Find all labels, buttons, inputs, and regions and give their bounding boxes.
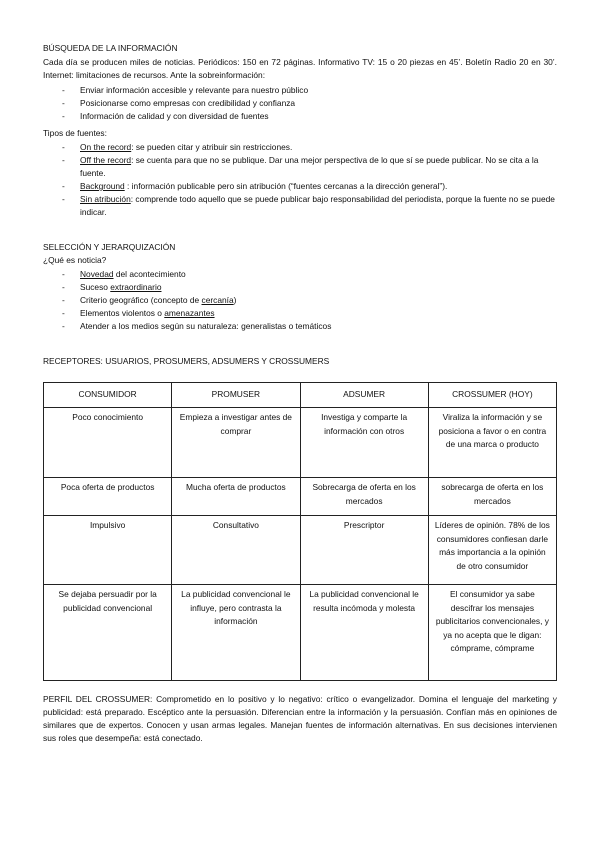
table-cell: Líderes de opinión. 78% de los consumidores confiesan darle más importancia a la opinión de otro consumidor (428, 516, 556, 585)
busqueda-intro: Cada día se producen miles de noticias. Periódicos: 150 en 72 páginas. Informativo TV: 15 o 20 piezas en 45’. Boletín Radio 20 en 30’. Internet: limitaciones de recursos. Ante la sobreinformación: (43, 57, 557, 80)
column-header: PROMUSER (172, 383, 300, 408)
list-item (43, 193, 557, 219)
table-row (44, 408, 557, 478)
list-item (43, 154, 557, 180)
table-cell: Impulsivo (44, 516, 172, 585)
table-cell: Consultativo (172, 516, 300, 585)
section-title-busqueda: BÚSQUEDA DE LA INFORMACIÓN (43, 43, 178, 53)
source-desc: información publicable pero sin atribución (“fuentes cercanas a la dirección general”). (129, 181, 448, 191)
list-item: - Enviar información accesible y relevante para nuestro público (43, 84, 557, 97)
receptores-table (43, 382, 557, 681)
table-header-row (44, 383, 557, 408)
table-cell: sobrecarga de oferta en los mercados (428, 478, 556, 516)
section-title-seleccion: SELECCIÓN Y JERARQUIZACIÓN (43, 242, 176, 252)
list-item: - Posicionarse como empresas con credibilidad y confianza (43, 97, 557, 110)
source-term: On the record (80, 142, 132, 152)
column-header: CONSUMIDOR (44, 383, 172, 408)
table-cell: Sobrecarga de oferta en los mercados (300, 478, 428, 516)
table-cell: Poco conocimiento (44, 408, 172, 478)
news-criteria-list (43, 268, 557, 333)
list-item: - Criterio geográfico (concepto de cercanía) (43, 294, 557, 307)
list-item: - Suceso extraordinario (43, 281, 557, 294)
table-cell: Empieza a investigar antes de comprar (172, 408, 300, 478)
section-title-receptores: RECEPTORES: USUARIOS, PROSUMERS, ADSUMERS Y CROSSUMERS (43, 356, 330, 366)
table-row (44, 585, 557, 681)
table-row (44, 516, 557, 585)
table-cell: Se dejaba persuadir por la publicidad convencional (44, 585, 172, 681)
sources-label: Tipos de fuentes: (43, 128, 107, 138)
source-sep: : (124, 181, 130, 191)
table-cell: Poca oferta de productos (44, 478, 172, 516)
question-label: ¿Qué es noticia? (43, 255, 107, 265)
source-desc: se pueden citar y atribuir sin restricciones. (133, 142, 293, 152)
list-item: - Novedad del acontecimiento (43, 268, 557, 281)
list-item: - Elementos violentos o amenazantes (43, 307, 557, 320)
table-cell: El consumidor ya sabe descifrar los mensajes publicitarios convencionales, y ya no acepta que le digan: cómprame, cómprame (428, 585, 556, 681)
table-cell: Mucha oferta de productos (172, 478, 300, 516)
source-sep: : (131, 155, 134, 165)
busqueda-bullets (43, 84, 557, 123)
table-cell: Prescriptor (300, 516, 428, 585)
sources-list (43, 141, 557, 219)
crossumer-profile: PERFIL DEL CROSSUMER: Comprometido en lo positivo y lo negativo: crítico o evangelizador. Domina el lenguaje del marketing y publicidad: está preparado. Escéptico ante la persuasión. Diferencian entre la información y la persuasión. Confían más en opiniones de similares que de expertos. Conocen y usan armas legales. Manejan fuentes de información alternativas. En sus decisiones intervienen sus roles que desempeña: está conectado. (43, 694, 557, 743)
list-item: - Información de calidad y con diversidad de fuentes (43, 110, 557, 123)
column-header: CROSSUMER (HOY) (428, 383, 556, 408)
list-item: - Atender a los medios según su naturaleza: generalistas o temáticos (43, 320, 557, 333)
table-cell: La publicidad convencional le resulta incómoda y molesta (300, 585, 428, 681)
table-cell: Viraliza la información y se posiciona a favor o en contra de una marca o producto (428, 408, 556, 478)
table-cell: La publicidad convencional le influye, pero contrasta la información (172, 585, 300, 681)
source-desc: comprende todo aquello que se puede publicar bajo responsabilidad del periodista, porque la fuente no se puede indicar. (80, 194, 555, 217)
list-item (43, 141, 557, 154)
source-desc: se cuenta para que no se publique. Dar una mejor perspectiva de lo que sí se puede publicar. No se cita a la fuente. (80, 155, 539, 178)
table-row (44, 478, 557, 516)
table-cell: Investiga y comparte la información con otros (300, 408, 428, 478)
source-term: Sin atribución (80, 194, 131, 204)
list-item (43, 180, 557, 193)
source-sep: : (130, 194, 134, 204)
source-term: Off the record (80, 155, 132, 165)
source-sep: : (131, 142, 134, 152)
column-header: ADSUMER (300, 383, 428, 408)
source-term: Background (80, 181, 125, 191)
